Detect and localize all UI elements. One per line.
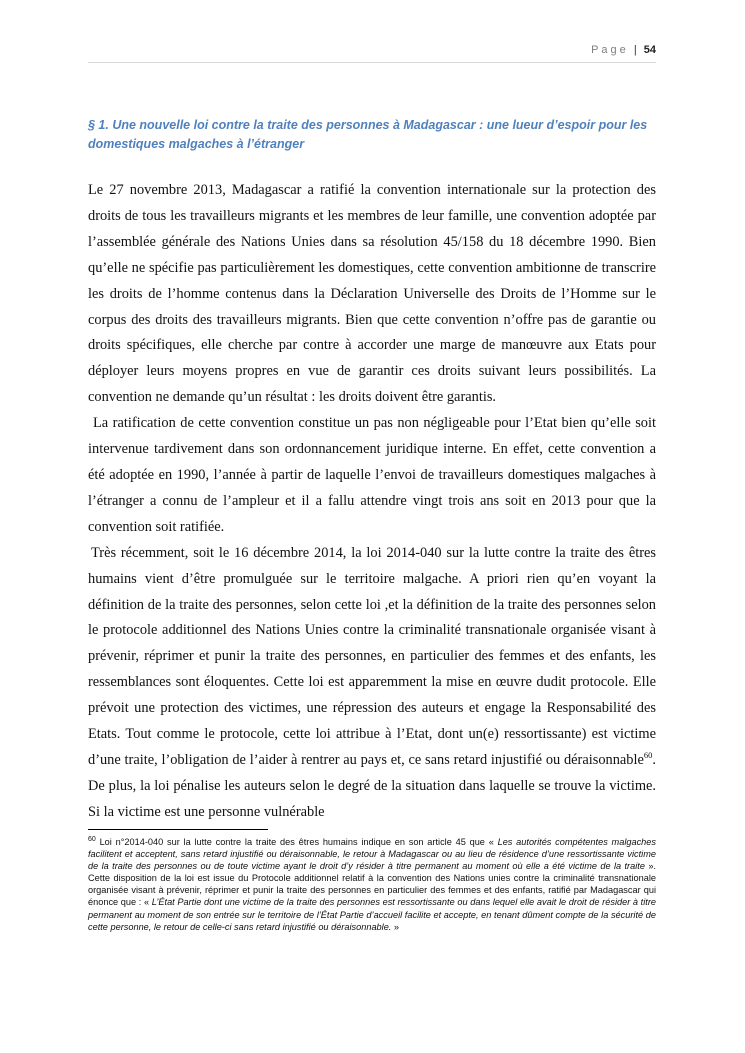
footnote-middle: ». Cette disposition de la loi est issue du Protocole additionnel relatif à la convention des Nations unies contre la criminalité transnationale organisée visant à prévenir, réprimer et punir la traite des personnes en particulier des femmes et des enfants, ratifié par Madagascar qui énonce que : « bbox=[88, 861, 656, 908]
footnote-end: » bbox=[391, 921, 400, 932]
footnote-60 bbox=[88, 836, 656, 933]
header-separator: | bbox=[633, 44, 637, 56]
paragraph-3-text-before-note: Très récemment, soit le 16 décembre 2014, la loi 2014-040 sur la lutte contre la traite des êtres humains vient d’être promulguée sur le territoire malgache. A priori rien qu’en voyant la définition de la traite des personnes, selon cette loi ,et la définition de la traite des personnes selon le protocole additionnel des Nations Unies contre la criminalité transnationale organisée visant à prévenir, réprimer et punir la traite des personnes, en particulier des femmes et des enfants, les ressemblances sont éloquentes. Cette loi est apparemment la mise en œuvre dudit protocole. Elle prévoit une protection des victimes, une répression des auteurs et engage la Responsabilité des Etats. Tout comme le protocole, cette loi attribue à l’Etat, dont un(e) ressortissante) est victime d’une traite, l’obligation de l’aider à rentrer au pays et, ce sans retard injustifié ou déraisonnable bbox=[88, 544, 656, 768]
section-heading: § 1. Une nouvelle loi contre la traite des personnes à Madagascar : une lueur d’espoir pour les domestiques malgaches à l’étranger bbox=[88, 118, 648, 151]
page-label: Page bbox=[591, 44, 629, 56]
paragraph-2: La ratification de cette convention constitue un pas non négligeable pour l’Etat bien qu’elle soit intervenue tardivement dans son ordonnancement juridique interne. En effet, cette convention a été adoptée en 1990, l’année à partir de laquelle l’envoi de travailleurs domestiques malgaches à l’étranger a connu de l’ampleur et il a fallu attendre vingt trois ans soit en 2013 pour que la convention soit ratifiée. bbox=[88, 415, 656, 535]
footnote-quote-law: Les autorités compétentes malgaches facilitent et acceptent, sans retard injustifié ou déraisonnable, le retour à Madagascar ou au lieu de résidence d’une ressortissante victime de la traite des personnes ou de toute victime ayant le droit d’y résider à titre permanent au moment où elle a été victime de la traite bbox=[88, 837, 656, 872]
footnote-intro: Loi n°2014-040 sur la lutte contre la traite des êtres humains indique en son article 45 que « bbox=[95, 837, 498, 847]
paragraph-1: Le 27 novembre 2013, Madagascar a ratifié la convention internationale sur la protection des droits de tous les travailleurs migrants et les membres de leur famille, une convention adoptée par l’assemblée générale des Nations Unies dans sa résolution 45/158 du 18 décembre 1990. Bien qu’elle ne spécifie pas particulièrement les domestiques, cette convention ambitionne de transcrire les droits de l’homme contenus dans la Déclaration Universelle des Droits de l’Homme sur le corpus des droits des travailleurs migrants. Bien que cette convention n’offre pas de garantie ou droits spécifiques, elle cherche par contre à accorder une marge de manœuvre aux Etats pour déployer leurs moyens propres en vue de garantir ces droits suivant leurs possibilités. La convention ne demande qu’un résultat : les droits doivent être garantis. bbox=[88, 182, 656, 406]
paragraph-3-text-after-note: . De plus, la loi pénalise les auteurs selon le degré de la situation dans laquelle se trouve la victime. Si la victime est une personne vulnérable bbox=[88, 751, 656, 820]
page-header bbox=[88, 44, 656, 63]
footnote-reference[interactable]: 60 bbox=[643, 750, 653, 761]
footnote-number: 60 bbox=[88, 835, 96, 843]
footnote-quote-protocol: L’État Partie dont une victime de la traite des personnes est ressortissante ou dans lequel elle avait le droit de résider à titre permanent au moment de son entrée sur le territoire de l’État Partie d’accueil facilite et accepte, en tenant dûment compte de la sécurité de cette personne, le retour de celle-ci sans retard injustifié ou déraisonnable. bbox=[88, 897, 656, 932]
body-text bbox=[88, 178, 656, 826]
page-number: 54 bbox=[643, 44, 656, 56]
paragraph-3 bbox=[88, 541, 656, 826]
footnote-separator bbox=[88, 829, 268, 830]
